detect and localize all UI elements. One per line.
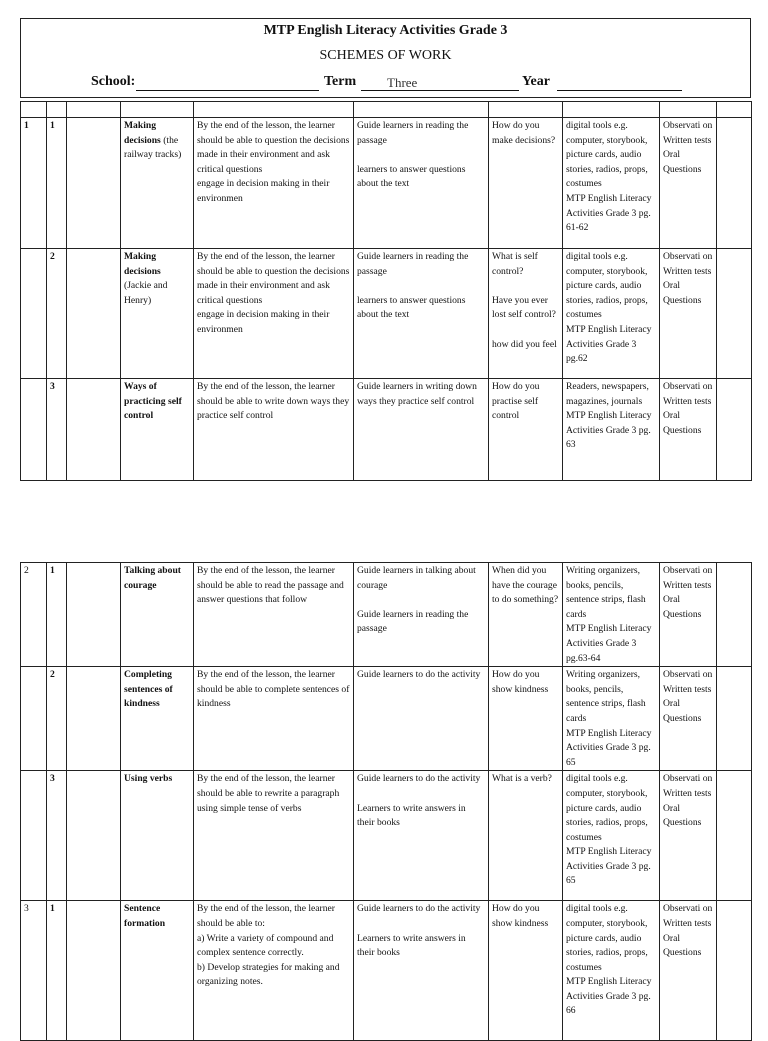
topic-title: Completing sentences of kindness [124,669,173,710]
week-cell [21,771,47,901]
assessment-cell: Observati on Written tests Oral Questions [660,667,717,771]
activities-cell: Guide learners to do the activity Learners to write answers in their books [354,771,489,901]
table-row [21,118,752,249]
activities-cell: Guide learners in writing down ways they practice self control [354,379,489,481]
assessment-cell: Observati on Written tests Oral Questions [660,379,717,481]
week-cell [21,249,47,379]
lesson-cell: 3 [47,379,67,481]
objectives-cell: By the end of the lesson, the learner should be able to write down ways they practice self control [194,379,354,481]
lesson-cell: 2 [47,249,67,379]
lesson-cell: 2 [47,667,67,771]
document-title: MTP English Literacy Activities Grade 3 [263,23,508,38]
assessment-cell: Observati on Written tests Oral Questions [660,563,717,667]
year-label: Year [522,74,550,89]
week-cell: 1 [21,118,47,249]
topic-cell [121,771,194,901]
activities-cell: Guide learners to do the activity [354,667,489,771]
topic-cell [121,379,194,481]
objectives-cell: By the end of the lesson, the learner should be able to question the decisions made in their environment and ask critical questions engage in decision making in their environmen [194,118,354,249]
objectives-cell: By the end of the lesson, the learner should be able to rewrite a paragraph using simple tense of verbs [194,771,354,901]
topic-cell [121,563,194,667]
lesson-cell: 1 [47,901,67,1041]
topic-title: Ways of practicing self control [124,381,182,422]
assessment-cell: Observati on Written tests Oral Questions [660,118,717,249]
table-row [21,563,752,667]
inquiry-cell: How do you show kindness [489,901,563,1041]
table-row [21,249,752,379]
inquiry-cell: When did you have the courage to do something? [489,563,563,667]
assessment-cell: Observati on Written tests Oral Questions [660,901,717,1041]
topic-note: (Jackie and Henry) [124,280,168,306]
topic-title: Using verbs [124,773,173,785]
term-field-line [361,90,519,91]
objectives-cell: By the end of the lesson, the learner should be able to read the passage and answer questions that follow [194,563,354,667]
week-cell: 2 [21,563,47,667]
inquiry-cell: What is a verb? [489,771,563,901]
term-label: Term [324,74,357,89]
inquiry-cell: How do you make decisions? [489,118,563,249]
inquiry-cell: How do you show kindness [489,667,563,771]
scheme-table-week-2 [20,562,752,1041]
scheme-table-week-1 [20,101,752,481]
topic-title: Sentence formation [124,903,166,929]
resources-cell: digital tools e.g. computer, storybook, picture cards, audio stories, radios, props, costumes MTP English Literacy Activities Grade 3 pg. 66 [563,901,660,1041]
topic-cell [121,667,194,771]
term-value: Three [387,75,418,90]
document-header [20,18,751,98]
activities-cell: Guide learners to do the activity Learners to write answers in their books [354,901,489,1041]
document-subtitle: SCHEMES OF WORK [319,48,452,63]
assessment-cell: Observati on Written tests Oral Questions [660,249,717,379]
year-field-line [557,90,682,91]
activities-cell: Guide learners in reading the passage learners to answer questions about the text [354,249,489,379]
week-cell: 3 [21,901,47,1041]
inquiry-cell: What is self control? Have you ever lost self control? how did you feel [489,249,563,379]
resources-cell: digital tools e.g. computer, storybook, picture cards, audio stories, radios, props, costumes MTP English Literacy Activities Grade 3 pg. 61-62 [563,118,660,249]
resources-cell: digital tools e.g. computer, storybook, picture cards, audio stories, radios, props, costumes MTP English Literacy Activities Grade 3 pg. 65 [563,771,660,901]
school-label: School: [91,74,136,89]
table-header-row [21,102,752,118]
topic-title: Talking about courage [124,565,181,591]
topic-cell [121,249,194,379]
objectives-cell: By the end of the lesson, the learner should be able to question the decisions made in their environment and ask critical questions engage in decision making in their environmen [194,249,354,379]
week-cell [21,667,47,771]
table-row [21,667,752,771]
inquiry-cell: How do you practise self control [489,379,563,481]
table-row [21,771,752,901]
lesson-cell: 1 [47,118,67,249]
assessment-cell: Observati on Written tests Oral Questions [660,771,717,901]
activities-cell: Guide learners in reading the passage learners to answer questions about the text [354,118,489,249]
table-row [21,901,752,1041]
resources-cell: Writing organizers, books, pencils, sentence strips, flash cards MTP English Literacy Activities Grade 3 pg. 65 [563,667,660,771]
activities-cell: Guide learners in talking about courage Guide learners in reading the passage [354,563,489,667]
table-row [21,379,752,481]
lesson-cell: 3 [47,771,67,901]
resources-cell: Writing organizers, books, pencils, sentence strips, flash cards MTP English Literacy Activities Grade 3 pg.63-64 [563,563,660,667]
school-field-line [136,90,319,91]
objectives-cell: By the end of the lesson, the learner should be able to complete sentences of kindness [194,667,354,771]
topic-cell [121,118,194,249]
week-cell [21,379,47,481]
objectives-cell: By the end of the lesson, the learner should be able to: a) Write a variety of compound and complex sentence correctly. b) Develop strategies for making and organizing notes. [194,901,354,1041]
resources-cell: digital tools e.g. computer, storybook, picture cards, audio stories, radios, props, costumes MTP English Literacy Activities Grade 3 pg.62 [563,249,660,379]
resources-cell: Readers, newspapers, magazines, journals MTP English Literacy Activities Grade 3 pg. 63 [563,379,660,481]
topic-title: Making decisions [124,120,161,146]
topic-cell [121,901,194,1041]
topic-note: (the railway tracks) [124,134,182,161]
topic-title: Making decisions [124,251,161,277]
lesson-cell: 1 [47,563,67,667]
